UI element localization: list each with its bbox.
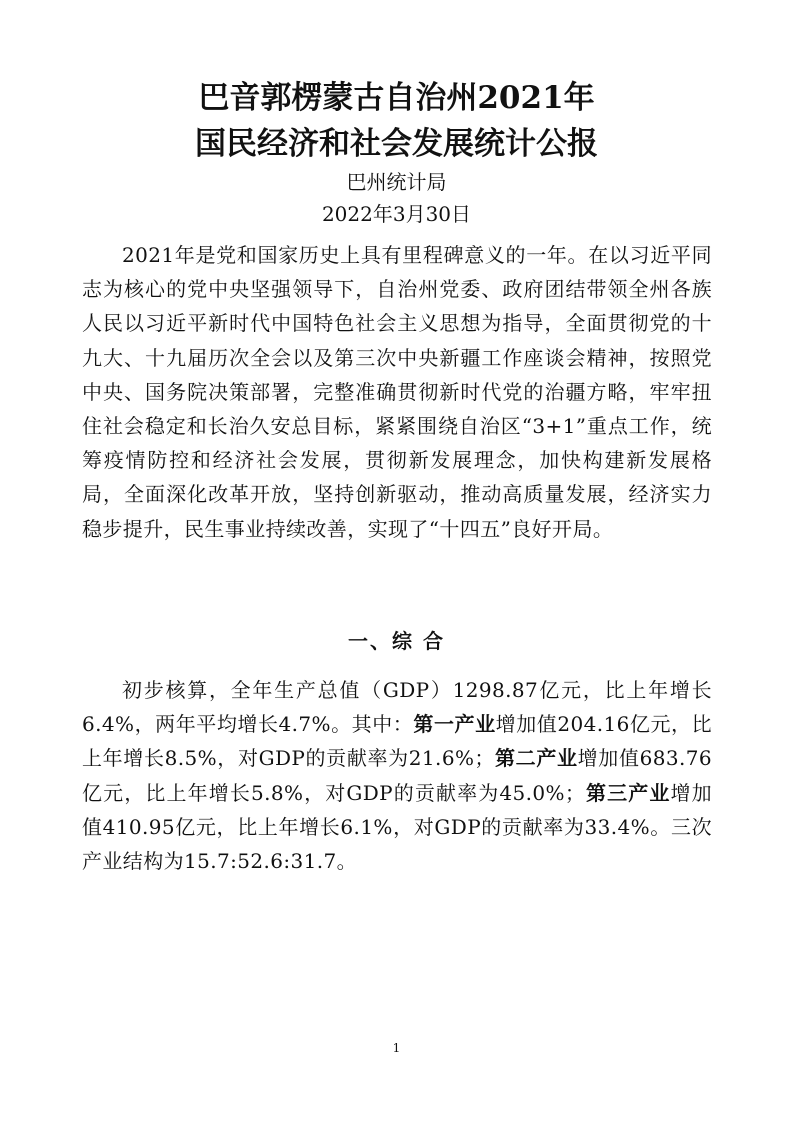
section-heading-general: 一、综 合: [348, 629, 445, 653]
primary-industry-label: 第一产业: [413, 712, 496, 737]
gdp-text-2: 增加值204.16亿元，比上年增长8.5%，对GDP的贡献率为21.6%；: [82, 712, 712, 771]
gdp-paragraph: [82, 673, 712, 878]
secondary-industry-label: 第二产业: [494, 746, 578, 771]
gdp-text-3: 增加值683.76亿元，比上年增长5.8%，对GDP的贡献率为45.0%；: [82, 746, 712, 805]
intro-paragraph: 2021年是党和国家历史上具有里程碑意义的一年。在以习近平同志为核心的党中央坚强领导下，自治州党委、政府团结带领全州各族人民以习近平新时代中国特色社会主义思想为指导，全面贯彻党的十九大、十九届历次全会以及第三次中央新疆工作座谈会精神，按照党中央、国务院决策部署，完整准确贯彻新时代党的治疆方略，牢牢扭住社会稳定和长治久安总目标，紧紧围绕自治区“3+1”重点工作，统筹疫情防控和经济社会发展，贯彻新发展理念，加快构建新发展格局，全面深化改革开放，坚持创新驱动，推动高质量发展，经济实力稳步提升，民生事业持续改善，实现了“十四五”良好开局。: [82, 243, 712, 541]
tertiary-industry-label: 第三产业: [585, 780, 671, 805]
document-title-line2: 国民经济和社会发展统计公报: [195, 126, 598, 162]
document-date: 2022年3月30日: [321, 202, 472, 226]
page-number: 1: [392, 1041, 401, 1055]
gdp-text-1: 初步核算，全年生产总值（GDP）1298.87亿元，比上年增长6.4%，两年平均增长4.7%。其中：: [82, 678, 712, 737]
document-title-line1: 巴音郭楞蒙古自治州2021年: [198, 80, 595, 116]
document-author: 巴州统计局: [346, 170, 447, 194]
gdp-text-4: 增加值410.95亿元，比上年增长6.1%，对GDP的贡献率为33.4%。三次产业结构为15.7:52.6:31.7。: [82, 780, 712, 874]
